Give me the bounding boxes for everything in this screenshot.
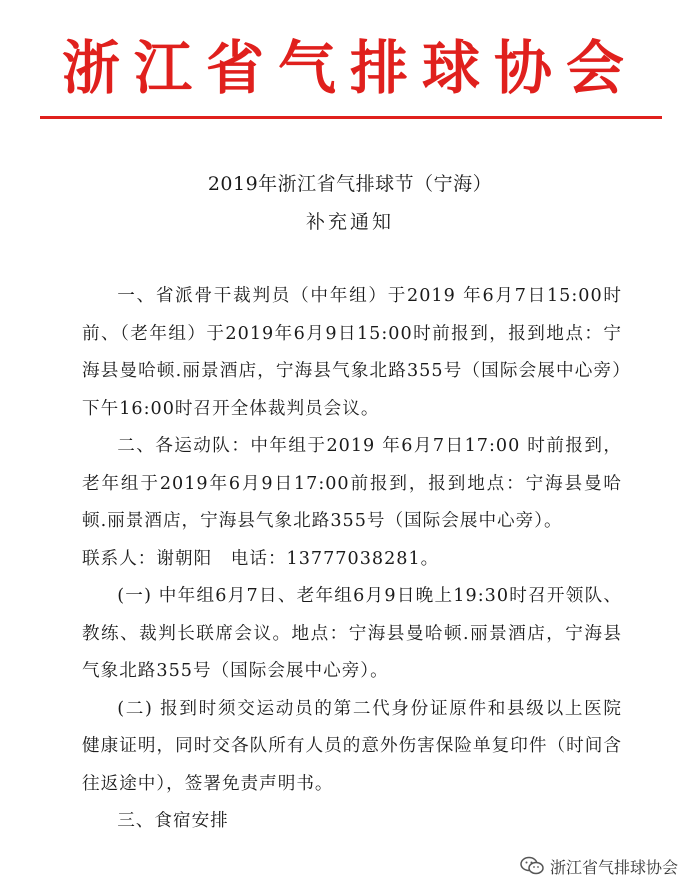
- paragraph-meeting: (一) 中年组6月7日、老年组6月9日晚上19:30时召开领队、教练、裁判长联席会议。地点：宁海县曼哈顿.丽景酒店，宁海县气象北路355号（国际会展中心旁）。: [82, 586, 622, 681]
- paragraph-documents: (二) 报到时须交运动员的第二代身份证原件和县级以上医院健康证明，同时交各队所有人员的意外伤害保险单复印件（时间含往返途中），签署免责声明书。: [82, 698, 622, 794]
- header-divider: [40, 116, 662, 119]
- paragraph-accommodation-heading: 三、食宿安排: [117, 811, 229, 831]
- wechat-icon: [520, 856, 544, 876]
- paragraph-referees: 一、省派骨干裁判员（中年组）于2019 年6月7日15:00时前、（老年组）于2019年6月9日15:00时前报到，报到地点：宁海县曼哈顿.丽景酒店，宁海县气象北路355号（国际会展中心旁）下午16:00时召开全体裁判员会议。: [82, 286, 622, 419]
- paragraph-contact: 联系人：谢朝阳 电话：13777038281。: [82, 548, 440, 569]
- org-header-title: 浙江省气排球协会: [61, 34, 638, 102]
- watermark-text: 浙江省气排球协会: [549, 857, 678, 877]
- document-subtitle: 补充通知: [305, 211, 394, 233]
- wechat-watermark: [520, 853, 678, 879]
- document-title: 2019年浙江省气排球节（宁海）: [207, 173, 493, 195]
- document-body: [82, 278, 622, 841]
- paragraph-teams: 二、各运动队：中年组于2019 年6月7日17:00 时前报到，老年组于2019年6月9日17:00前报到，报到地点：宁海县曼哈顿.丽景酒店，宁海县气象北路355号（国际会展中心旁）。: [82, 436, 622, 531]
